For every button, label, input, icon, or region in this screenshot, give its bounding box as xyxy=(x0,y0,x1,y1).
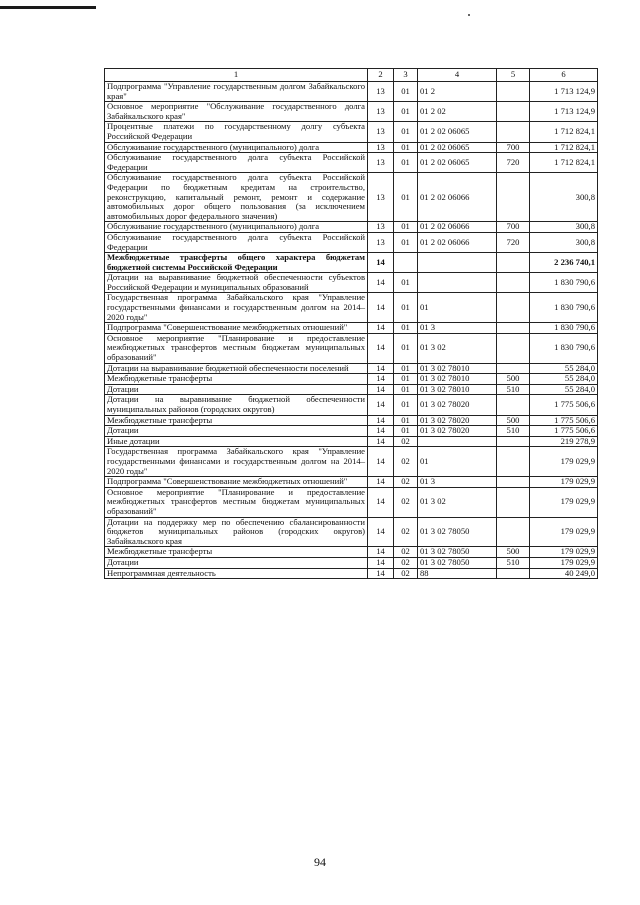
cell-subsection: 01 xyxy=(394,142,418,153)
table-body xyxy=(105,82,598,579)
table-row xyxy=(105,517,598,547)
cell-amount: 55 284,0 xyxy=(530,363,598,374)
header-col-4: 4 xyxy=(418,69,497,82)
cell-expense-type xyxy=(497,323,530,334)
cell-amount: 1 713 124,9 xyxy=(530,102,598,122)
cell-target-code: 01 3 02 xyxy=(418,333,497,363)
cell-amount: 179 029,9 xyxy=(530,477,598,488)
header-col-3: 3 xyxy=(394,69,418,82)
cell-target-code: 01 2 02 06066 xyxy=(418,222,497,233)
table-row xyxy=(105,568,598,579)
cell-expense-type xyxy=(497,395,530,415)
cell-section: 14 xyxy=(368,273,394,293)
cell-name: Обслуживание государственного долга субъекта Российской Федерации xyxy=(105,232,368,252)
cell-amount: 40 249,0 xyxy=(530,568,598,579)
cell-section: 13 xyxy=(368,222,394,233)
table-row xyxy=(105,122,598,142)
cell-subsection: 01 xyxy=(394,395,418,415)
cell-amount: 1 775 506,6 xyxy=(530,426,598,437)
cell-name: Дотации xyxy=(105,557,368,568)
cell-section: 14 xyxy=(368,547,394,558)
cell-target-code: 01 3 02 78020 xyxy=(418,426,497,437)
cell-name: Подпрограмма "Совершенствование межбюджетных отношений" xyxy=(105,323,368,334)
cell-subsection: 02 xyxy=(394,557,418,568)
cell-name: Дотации на выравнивание бюджетной обеспеченности муниципальных районов (городских округов) xyxy=(105,395,368,415)
cell-amount: 179 029,9 xyxy=(530,517,598,547)
cell-expense-type: 700 xyxy=(497,142,530,153)
table-row xyxy=(105,293,598,323)
cell-expense-type xyxy=(497,517,530,547)
cell-expense-type xyxy=(497,102,530,122)
cell-target-code: 01 xyxy=(418,447,497,477)
cell-name: Обслуживание государственного (муниципального) долга xyxy=(105,222,368,233)
table-row xyxy=(105,82,598,102)
header-col-1: 1 xyxy=(105,69,368,82)
cell-section: 14 xyxy=(368,384,394,395)
cell-section: 13 xyxy=(368,122,394,142)
cell-expense-type: 510 xyxy=(497,426,530,437)
cell-expense-type xyxy=(497,122,530,142)
cell-expense-type xyxy=(497,333,530,363)
cell-subsection: 01 xyxy=(394,384,418,395)
cell-expense-type xyxy=(497,487,530,517)
table-row xyxy=(105,384,598,395)
cell-target-code: 01 3 02 78010 xyxy=(418,374,497,385)
cell-target-code xyxy=(418,436,497,447)
cell-target-code: 01 3 xyxy=(418,477,497,488)
cell-target-code: 01 xyxy=(418,293,497,323)
cell-target-code: 01 2 xyxy=(418,82,497,102)
cell-section: 14 xyxy=(368,426,394,437)
cell-name: Основное мероприятие "Планирование и предоставление межбюджетных трансфертов местным бюджетам муниципальных образований" xyxy=(105,333,368,363)
table-row xyxy=(105,547,598,558)
cell-amount: 179 029,9 xyxy=(530,557,598,568)
cell-section: 14 xyxy=(368,487,394,517)
cell-target-code: 01 2 02 06065 xyxy=(418,142,497,153)
table-row xyxy=(105,333,598,363)
cell-name: Государственная программа Забайкальского края "Управление государственными финансами и государственным долгом на 2014–2020 годы" xyxy=(105,293,368,323)
cell-expense-type: 720 xyxy=(497,153,530,173)
cell-expense-type xyxy=(497,273,530,293)
cell-amount: 219 278,9 xyxy=(530,436,598,447)
cell-target-code: 01 3 02 78020 xyxy=(418,395,497,415)
cell-amount: 2 236 740,1 xyxy=(530,253,598,273)
cell-amount: 1 712 824,1 xyxy=(530,142,598,153)
cell-name: Дотации на выравнивание бюджетной обеспеченности поселений xyxy=(105,363,368,374)
cell-name: Процентные платежи по государственному долгу субъекта Российской Федерации xyxy=(105,122,368,142)
table-row xyxy=(105,436,598,447)
cell-expense-type: 510 xyxy=(497,557,530,568)
cell-subsection: 01 xyxy=(394,374,418,385)
cell-section: 14 xyxy=(368,557,394,568)
cell-subsection: 02 xyxy=(394,436,418,447)
cell-name: Обслуживание государственного долга субъекта Российской Федерации по бюджетным кредитам на строительство, реконструкцию, капитальный ремонт, ремонт и содержание автомобильных дорог общего пользования (за исключением автомобильных дорог федерального значения) xyxy=(105,173,368,222)
cell-expense-type: 500 xyxy=(497,547,530,558)
cell-expense-type xyxy=(497,447,530,477)
cell-name: Обслуживание государственного долга субъекта Российской Федерации xyxy=(105,153,368,173)
cell-subsection: 01 xyxy=(394,333,418,363)
cell-subsection: 01 xyxy=(394,122,418,142)
cell-section: 13 xyxy=(368,142,394,153)
cell-amount: 1 830 790,6 xyxy=(530,293,598,323)
cell-name: Межбюджетные трансферты xyxy=(105,415,368,426)
top-rule xyxy=(0,6,96,9)
cell-amount: 1 712 824,1 xyxy=(530,153,598,173)
cell-name: Обслуживание государственного (муниципального) долга xyxy=(105,142,368,153)
cell-subsection: 02 xyxy=(394,547,418,558)
cell-subsection: 01 xyxy=(394,173,418,222)
cell-subsection: 01 xyxy=(394,232,418,252)
table-row xyxy=(105,395,598,415)
cell-target-code: 01 2 02 06066 xyxy=(418,173,497,222)
cell-expense-type xyxy=(497,568,530,579)
cell-expense-type xyxy=(497,293,530,323)
cell-name: Межбюджетные трансферты xyxy=(105,374,368,385)
cell-amount: 1 830 790,6 xyxy=(530,333,598,363)
cell-subsection: 02 xyxy=(394,568,418,579)
cell-section: 14 xyxy=(368,395,394,415)
cell-subsection: 01 xyxy=(394,426,418,437)
cell-amount: 300,8 xyxy=(530,232,598,252)
cell-amount: 55 284,0 xyxy=(530,384,598,395)
page-number: 94 xyxy=(314,855,326,869)
budget-table xyxy=(104,68,598,579)
cell-amount: 1 775 506,6 xyxy=(530,395,598,415)
cell-target-code xyxy=(418,253,497,273)
cell-section: 14 xyxy=(368,415,394,426)
table-row xyxy=(105,477,598,488)
cell-name: Межбюджетные трансферты xyxy=(105,547,368,558)
cell-name: Межбюджетные трансферты общего характера бюджетам бюджетной системы Российской Федерации xyxy=(105,253,368,273)
cell-section: 14 xyxy=(368,436,394,447)
cell-target-code xyxy=(418,273,497,293)
cell-target-code: 01 3 02 78050 xyxy=(418,557,497,568)
cell-name: Подпрограмма "Совершенствование межбюджетных отношений" xyxy=(105,477,368,488)
cell-section: 13 xyxy=(368,82,394,102)
cell-subsection: 01 xyxy=(394,415,418,426)
cell-subsection: 02 xyxy=(394,477,418,488)
table-row xyxy=(105,557,598,568)
table-row xyxy=(105,426,598,437)
cell-amount: 179 029,9 xyxy=(530,547,598,558)
cell-subsection xyxy=(394,253,418,273)
cell-target-code: 01 3 02 78050 xyxy=(418,517,497,547)
cell-section: 14 xyxy=(368,333,394,363)
cell-section: 14 xyxy=(368,253,394,273)
table-row xyxy=(105,273,598,293)
cell-section: 14 xyxy=(368,363,394,374)
table-row xyxy=(105,232,598,252)
cell-subsection: 01 xyxy=(394,273,418,293)
table-row xyxy=(105,142,598,153)
cell-subsection: 02 xyxy=(394,447,418,477)
cell-target-code: 01 3 xyxy=(418,323,497,334)
cell-subsection: 01 xyxy=(394,102,418,122)
cell-expense-type: 500 xyxy=(497,374,530,385)
cell-subsection: 01 xyxy=(394,153,418,173)
cell-subsection: 01 xyxy=(394,293,418,323)
cell-name: Основное мероприятие "Планирование и предоставление межбюджетных трансфертов местным бюджетам муниципальных образований" xyxy=(105,487,368,517)
cell-name: Дотации xyxy=(105,426,368,437)
cell-target-code: 01 2 02 06065 xyxy=(418,122,497,142)
scan-speck xyxy=(468,14,470,16)
cell-section: 14 xyxy=(368,447,394,477)
cell-expense-type xyxy=(497,253,530,273)
cell-expense-type xyxy=(497,436,530,447)
header-col-5: 5 xyxy=(497,69,530,82)
cell-expense-type: 720 xyxy=(497,232,530,252)
cell-target-code: 01 3 02 78010 xyxy=(418,384,497,395)
cell-section: 14 xyxy=(368,323,394,334)
cell-name: Иные дотации xyxy=(105,436,368,447)
cell-amount: 1 775 506,6 xyxy=(530,415,598,426)
table-row xyxy=(105,415,598,426)
cell-subsection: 02 xyxy=(394,517,418,547)
cell-section: 14 xyxy=(368,374,394,385)
cell-section: 14 xyxy=(368,293,394,323)
cell-name: Дотации xyxy=(105,384,368,395)
cell-section: 13 xyxy=(368,102,394,122)
table-row xyxy=(105,173,598,222)
cell-expense-type xyxy=(497,477,530,488)
cell-section: 14 xyxy=(368,568,394,579)
cell-section: 14 xyxy=(368,477,394,488)
table-row xyxy=(105,323,598,334)
cell-subsection: 02 xyxy=(394,487,418,517)
table-row xyxy=(105,102,598,122)
header-row xyxy=(105,69,598,82)
cell-name: Непрограммная деятельность xyxy=(105,568,368,579)
cell-amount: 1 713 124,9 xyxy=(530,82,598,102)
cell-amount: 55 284,0 xyxy=(530,374,598,385)
header-col-2: 2 xyxy=(368,69,394,82)
cell-expense-type: 500 xyxy=(497,415,530,426)
cell-expense-type xyxy=(497,173,530,222)
cell-section: 14 xyxy=(368,517,394,547)
cell-expense-type xyxy=(497,363,530,374)
cell-amount: 179 029,9 xyxy=(530,487,598,517)
cell-expense-type: 510 xyxy=(497,384,530,395)
cell-section: 13 xyxy=(368,173,394,222)
cell-target-code: 01 2 02 xyxy=(418,102,497,122)
cell-subsection: 01 xyxy=(394,82,418,102)
table-row xyxy=(105,487,598,517)
table-row xyxy=(105,222,598,233)
cell-target-code: 01 3 02 78050 xyxy=(418,547,497,558)
cell-expense-type: 700 xyxy=(497,222,530,233)
cell-name: Дотации на поддержку мер по обеспечению сбалансированности бюджетов муниципальных районов (городских округов) Забайкальского края xyxy=(105,517,368,547)
cell-name: Дотации на выравнивание бюджетной обеспеченности субъектов Российской Федерации и муниципальных образований xyxy=(105,273,368,293)
cell-target-code: 01 2 02 06066 xyxy=(418,232,497,252)
cell-target-code: 01 2 02 06065 xyxy=(418,153,497,173)
cell-amount: 300,8 xyxy=(530,173,598,222)
table-row xyxy=(105,374,598,385)
cell-target-code: 01 3 02 78020 xyxy=(418,415,497,426)
cell-expense-type xyxy=(497,82,530,102)
cell-name: Основное мероприятие "Обслуживание государственного долга Забайкальского края" xyxy=(105,102,368,122)
header-col-6: 6 xyxy=(530,69,598,82)
cell-name: Государственная программа Забайкальского края "Управление государственными финансами и государственным долгом на 2014–2020 годы" xyxy=(105,447,368,477)
cell-target-code: 88 xyxy=(418,568,497,579)
cell-target-code: 01 3 02 78010 xyxy=(418,363,497,374)
table-row xyxy=(105,363,598,374)
cell-subsection: 01 xyxy=(394,323,418,334)
cell-name: Подпрограмма "Управление государственным долгом Забайкальского края" xyxy=(105,82,368,102)
table-row xyxy=(105,153,598,173)
cell-subsection: 01 xyxy=(394,222,418,233)
cell-amount: 179 029,9 xyxy=(530,447,598,477)
table-row xyxy=(105,447,598,477)
cell-amount: 1 830 790,6 xyxy=(530,323,598,334)
cell-amount: 1 712 824,1 xyxy=(530,122,598,142)
cell-amount: 300,8 xyxy=(530,222,598,233)
cell-section: 13 xyxy=(368,153,394,173)
table-row xyxy=(105,253,598,273)
cell-subsection: 01 xyxy=(394,363,418,374)
cell-target-code: 01 3 02 xyxy=(418,487,497,517)
cell-amount: 1 830 790,6 xyxy=(530,273,598,293)
cell-section: 13 xyxy=(368,232,394,252)
